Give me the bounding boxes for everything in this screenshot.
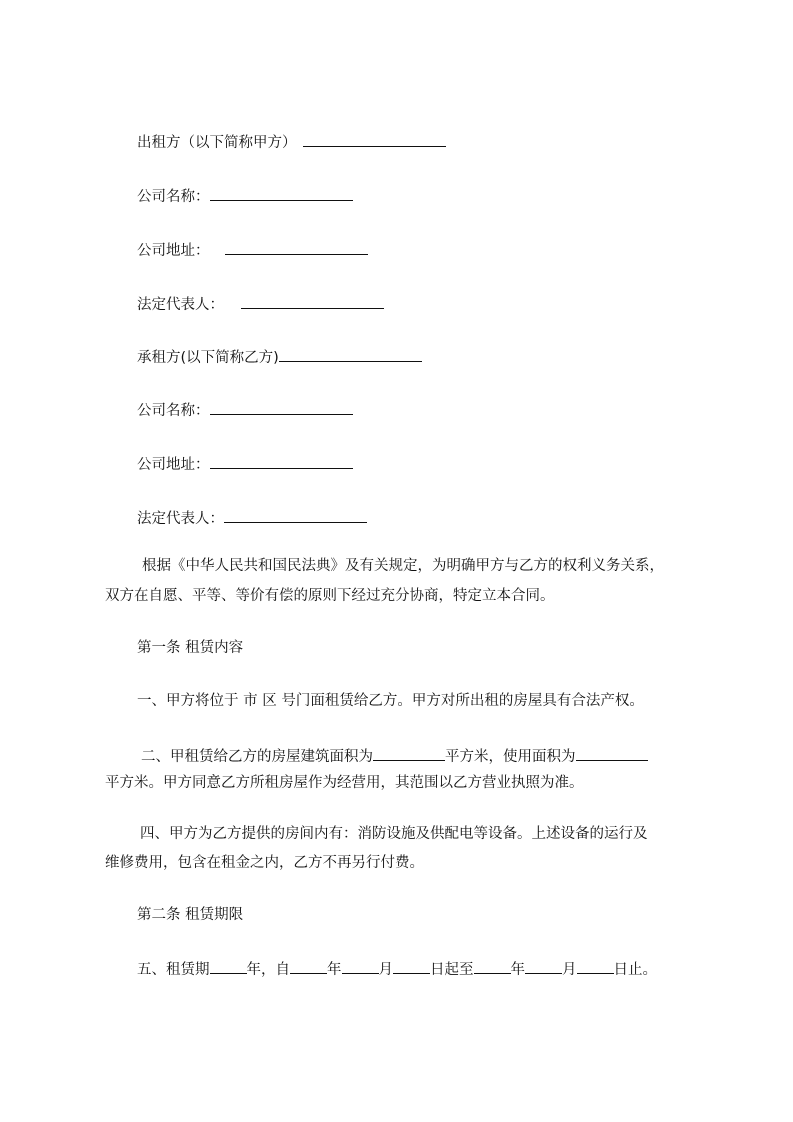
unit-year-2: 年 <box>327 962 342 978</box>
article1-item4-line1: 四、甲方为乙方提供的房间内有：消防设施及供配电等设备。上述设备的运行及 <box>140 826 648 842</box>
preamble-line-1: 根据《中华人民共和国民法典》及有关规定，为明确甲方与乙方的权利义务关系， <box>142 558 664 574</box>
lessee-line <box>105 346 737 368</box>
unit-year-1: 年 <box>246 962 261 978</box>
unit-month-2: 月 <box>562 962 577 978</box>
lessee-company-name-blank[interactable] <box>210 399 353 415</box>
lessor-company-name-line <box>105 185 737 207</box>
lessor-company-address-line <box>105 239 737 261</box>
lessor-legal-rep-blank[interactable] <box>241 293 384 309</box>
building-area-blank[interactable] <box>373 745 445 761</box>
day-until-label: 日止。 <box>613 962 657 978</box>
lessor-legal-rep-label: 法定代表人： <box>137 297 224 313</box>
usable-area-blank[interactable] <box>576 745 648 761</box>
unit-year-3: 年 <box>510 962 525 978</box>
end-month-blank[interactable] <box>525 958 562 974</box>
lessor-label: 出租方（以下简称甲方） <box>137 135 297 151</box>
preamble-line-2: 双方在自愿、平等、等价有偿的原则下经过充分协商，特定立本合同。 <box>105 588 555 604</box>
lessor-company-address-blank[interactable] <box>225 239 368 255</box>
article2-title: 第二条 租赁期限 <box>137 907 244 923</box>
lessee-company-name-line <box>105 399 737 421</box>
lessor-legal-rep-line <box>105 293 737 315</box>
lessor-blank[interactable] <box>303 131 446 147</box>
lease-years-blank[interactable] <box>210 958 247 974</box>
start-month-blank[interactable] <box>342 958 379 974</box>
lessee-company-address-blank[interactable] <box>210 453 353 469</box>
day-from-label: 日起至 <box>430 962 474 978</box>
article1-item2-line2: 平方米。甲方同意乙方所租房屋作为经营用，其范围以乙方营业执照为准。 <box>105 775 584 791</box>
lessee-company-name-label: 公司名称： <box>137 403 210 419</box>
lessor-company-name-label: 公司名称： <box>137 189 210 205</box>
lessee-label: 承租方(以下简称乙方) <box>137 350 279 366</box>
lessor-company-name-blank[interactable] <box>210 185 353 201</box>
lessee-legal-rep-line <box>105 507 737 529</box>
lessee-company-address-line <box>105 453 737 475</box>
article1-item1: 一、甲方将位于 市 区 号门面租赁给乙方。甲方对所出租的房屋具有合法产权。 <box>137 693 644 709</box>
article1-title: 第一条 租赁内容 <box>137 640 244 656</box>
lessee-legal-rep-blank[interactable] <box>224 507 367 523</box>
lessor-line <box>105 131 737 153</box>
lessee-company-address-label: 公司地址： <box>137 457 210 473</box>
item2-usable-area-label: 平方米，使用面积为 <box>445 749 576 765</box>
start-year-blank[interactable] <box>290 958 327 974</box>
article2-item5 <box>105 958 737 980</box>
unit-month-1: 月 <box>378 962 393 978</box>
article1-item4-line2: 维修费用，包含在租金之内，乙方不再另行付费。 <box>105 855 424 871</box>
lease-term-label: 五、租赁期 <box>137 962 210 978</box>
item2-area-label: 二、甲租赁给乙方的房屋建筑面积为 <box>141 749 373 765</box>
end-day-blank[interactable] <box>577 958 614 974</box>
lessor-company-address-label: 公司地址： <box>137 243 210 259</box>
lessee-blank[interactable] <box>279 346 422 362</box>
lessee-legal-rep-label: 法定代表人： <box>137 511 224 527</box>
from-label: ，自 <box>261 962 290 978</box>
end-year-blank[interactable] <box>474 958 511 974</box>
start-day-blank[interactable] <box>393 958 430 974</box>
article1-item2-line1 <box>105 745 741 767</box>
